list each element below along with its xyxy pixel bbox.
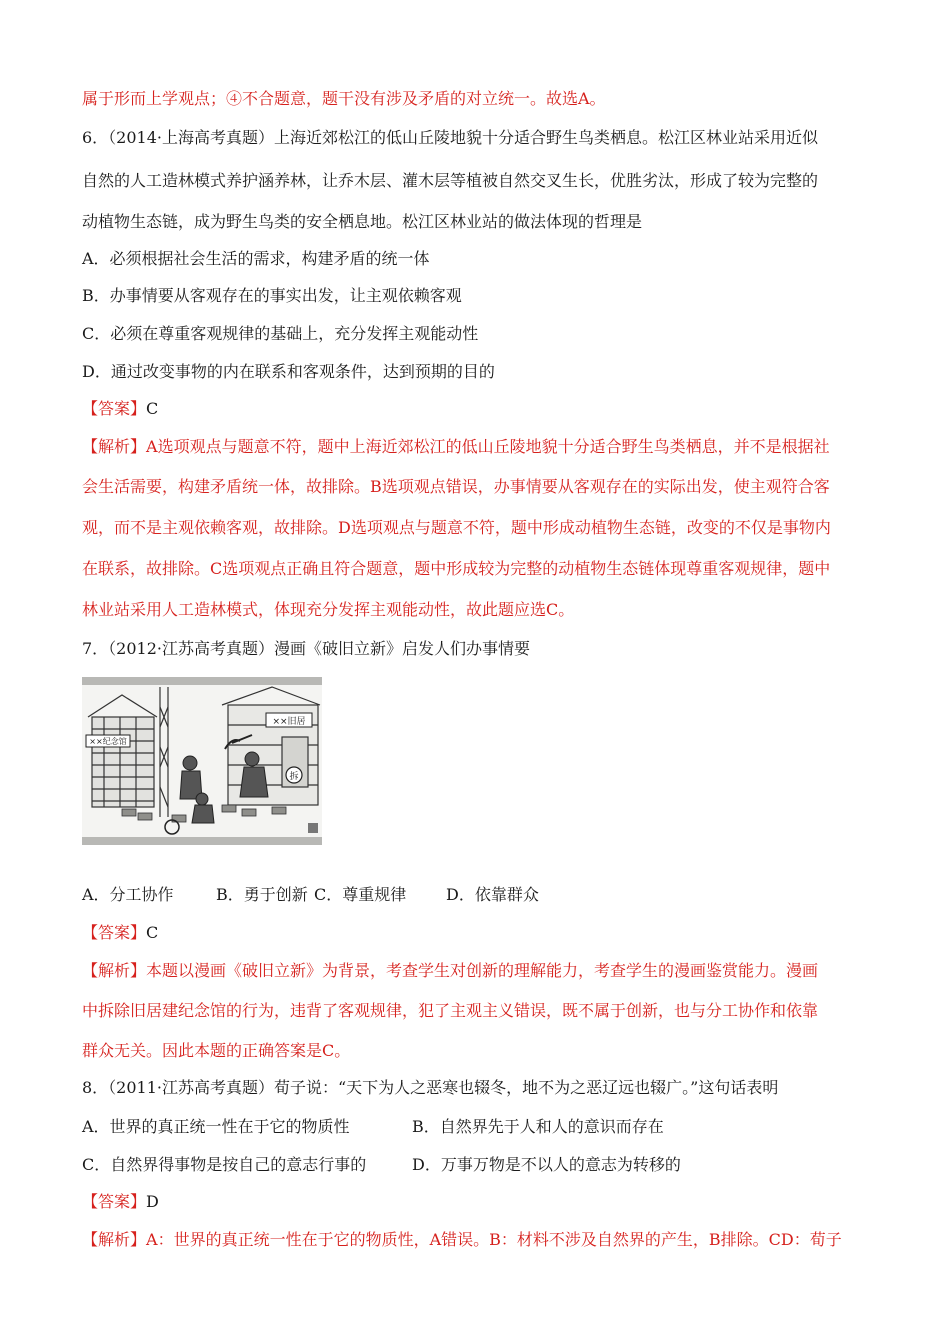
prev-analysis-tail: 属于形而上学观点；④不合题意，题干没有涉及矛盾的对立统一。故选A。 [82, 89, 606, 108]
q8-answer [82, 1191, 159, 1213]
q6-analysis-line-4: 在联系，故排除。C选项观点正确且符合题意，题中形成较为完整的动植物生态链体现尊重客观规律，题中 [82, 559, 831, 578]
q8-option-b: B．自然界先于人和人的意识而存在 [412, 1117, 664, 1136]
q6-option-a: A．必须根据社会生活的需求，构建矛盾的统一体 [82, 249, 430, 268]
q6-option-d: D．通过改变事物的内在联系和客观条件，达到预期的目的 [82, 362, 495, 381]
analysis-text: A选项观点与题意不符，题中上海近郊松江的低山丘陵地貌十分适合野生鸟类栖息，并不是根据社 [146, 437, 830, 456]
q8-options-row-2 [82, 1154, 681, 1176]
q7-stem: 7．（2012·江苏高考真题）漫画《破旧立新》启发人们办事情要 [82, 639, 530, 658]
q6-analysis-line-3: 观，而不是主观依赖客观，故排除。D选项观点与题意不符，题中形成动植物生态链，改变的不仅是事物内 [82, 518, 831, 537]
q7-option-c: C．尊重规律 [314, 885, 407, 904]
q8-analysis-line-1 [82, 1229, 842, 1251]
q8-option-a: A．世界的真正统一性在于它的物质性 [82, 1117, 350, 1136]
q7-option-d: D．依靠群众 [446, 885, 539, 904]
answer-label: 【答案】 [82, 923, 147, 942]
analysis-text: 本题以漫画《破旧立新》为背景，考查学生对创新的理解能力，考查学生的漫画鉴赏能力。漫画 [146, 961, 819, 980]
answer-value: D [146, 1192, 159, 1211]
sign-demolish: 拆 [289, 772, 299, 782]
q8-stem: 8．（2011·江苏高考真题）荀子说：“天下为人之恶寒也辍冬，地不为之恶辽远也辍广。”这句话表明 [82, 1078, 779, 1097]
q8-options-row-1 [82, 1116, 664, 1138]
q7-option-b: B．勇于创新 [216, 885, 308, 904]
analysis-label: 【解析】 [82, 961, 147, 980]
analysis-label: 【解析】 [82, 1230, 147, 1249]
q6-analysis-line-2: 会生活需要，构建矛盾统一体，故排除。B选项观点错误，办事情要从客观存在的实际出发，使主观符合客 [82, 477, 830, 496]
q7-analysis-line-3: 群众无关。因此本题的正确答案是C。 [82, 1041, 351, 1060]
q6-option-c: C．必须在尊重客观规律的基础上，充分发挥主观能动性 [82, 324, 479, 343]
cartoon-image [82, 677, 322, 845]
q7-analysis-line-2: 中拆除旧居建纪念馆的行为，违背了客观规律，犯了主观主义错误，既不属于创新，也与分工协作和依靠 [82, 1001, 819, 1020]
q8-option-d: D．万事万物是不以人的意志为转移的 [412, 1155, 681, 1174]
q6-answer [82, 398, 158, 420]
q7-options [82, 884, 539, 906]
q6-analysis-line-5: 林业站采用人工造林模式，体现充分发挥主观能动性，故此题应选C。 [82, 600, 575, 619]
q6-analysis-line-1 [82, 436, 830, 458]
q6-option-b: B．办事情要从客观存在的事实出发，让主观依赖客观 [82, 286, 462, 305]
analysis-text: A：世界的真正统一性在于它的物质性，A错误。B：材料不涉及自然界的产生，B排除。CD：荀子 [146, 1230, 842, 1249]
q7-option-a: A．分工协作 [82, 885, 174, 904]
q6-stem-line-1: 6．（2014·上海高考真题）上海近郊松江的低山丘陵地貌十分适合野生鸟类栖息。松江区林业站采用近似 [82, 128, 818, 147]
analysis-label: 【解析】 [82, 437, 147, 456]
answer-label: 【答案】 [82, 1192, 147, 1211]
sign-old-residence: ××旧居 [272, 717, 306, 727]
q7-answer [82, 922, 158, 944]
sign-memorial-hall: ××纪念馆 [89, 737, 127, 746]
answer-label: 【答案】 [82, 399, 147, 418]
q6-stem-line-2: 自然的人工造林模式养护涵养林，让乔木层、灌木层等植被自然交叉生长，优胜劣汰，形成了较为完整的 [82, 171, 819, 190]
answer-value: C [146, 923, 159, 942]
q8-option-c: C．自然界得事物是按自己的意志行事的 [82, 1155, 367, 1174]
answer-value: C [146, 399, 159, 418]
q6-stem-line-3: 动植物生态链，成为野生鸟类的安全栖息地。松江区林业站的做法体现的哲理是 [82, 212, 643, 231]
q7-analysis-line-1 [82, 960, 818, 982]
